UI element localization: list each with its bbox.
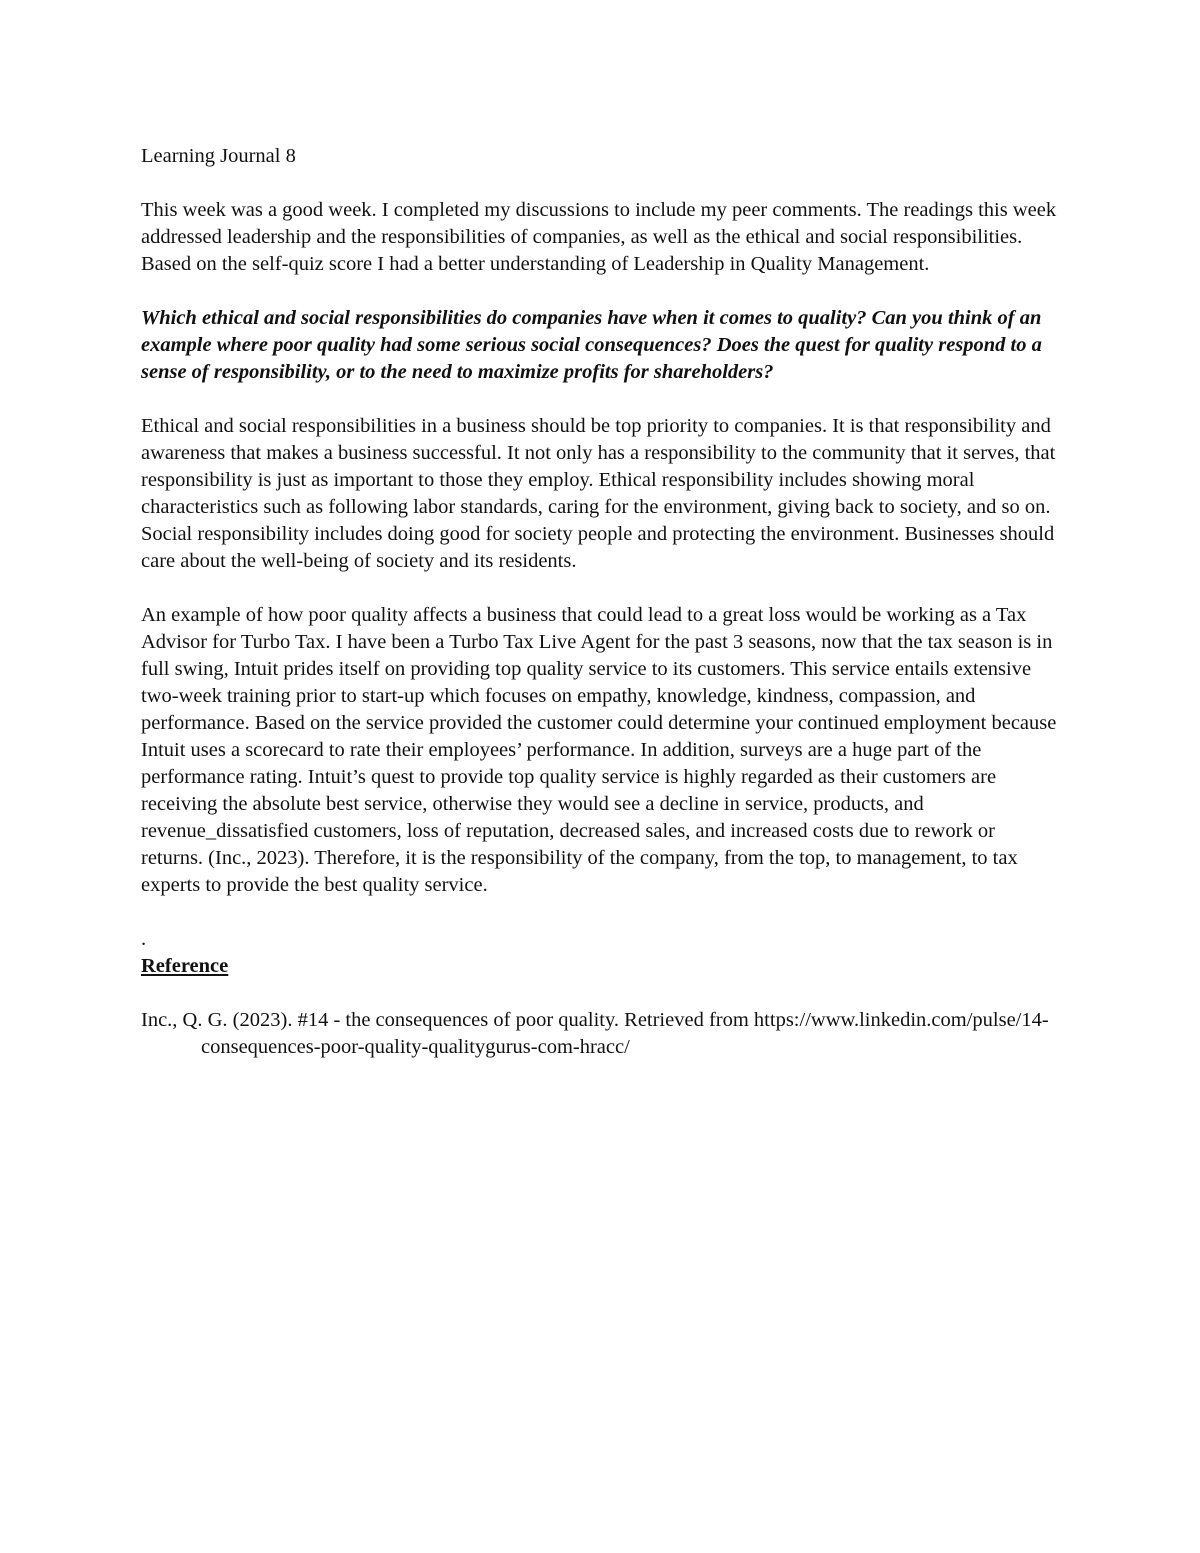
reference-entry: Inc., Q. G. (2023). #14 - the consequences of poor quality. Retrieved from https://www.linkedin.com/pulse/14-consequences-poor-quality-qualitygurus-com-hracc/ xyxy=(141,1009,1049,1058)
intro-paragraph: This week was a good week. I completed my discussions to include my peer comments. The readings this week addressed leadership and the responsibilities of companies, as well as the ethical and social responsibilities. Based on the self-quiz score I had a better understanding of Leadership in Quality Management. xyxy=(141,199,1057,275)
discussion-question: Which ethical and social responsibilities do companies have when it comes to quality? Can you think of an example where poor quality had some serious social consequences? Does the quest for quality respond to a sense of responsibility, or to the need to maximize profits for shareholders? xyxy=(141,307,1042,383)
separator-dot: . xyxy=(141,928,147,950)
document-body xyxy=(141,143,1061,1061)
reference-heading: Reference xyxy=(141,955,229,977)
document-title: Learning Journal 8 xyxy=(141,145,296,167)
body-paragraph-2: An example of how poor quality affects a business that could lead to a great loss would be working as a Tax Advisor for Turbo Tax. I have been a Turbo Tax Live Agent for the past 3 seasons, now that the tax season is in full swing, Intuit prides itself on providing top quality service to its customers. This service entails extensive two-week training prior to start-up which focuses on empathy, knowledge, kindness, compassion, and performance. Based on the service provided the customer could determine your continued employment because Intuit uses a scorecard to rate their employees’ performance. In addition, surveys are a huge part of the performance rating. Intuit’s quest to provide top quality service is highly regarded as their customers are receiving the absolute best service, otherwise they would see a decline in service, products, and revenue_dissatisfied customers, loss of reputation, decreased sales, and increased costs due to rework or returns. (Inc., 2023). Therefore, it is the responsibility of the company, from the top, to management, to tax experts to provide the best quality service. xyxy=(141,604,1057,896)
body-paragraph-1: Ethical and social responsibilities in a business should be top priority to companies. It is that responsibility and awareness that makes a business successful. It not only has a responsibility to the community that it serves, that responsibility is just as important to those they employ. Ethical responsibility includes showing moral characteristics such as following labor standards, caring for the environment, giving back to society, and so on. Social responsibility includes doing good for society people and protecting the environment. Businesses should care about the well-being of society and its residents. xyxy=(141,415,1056,572)
